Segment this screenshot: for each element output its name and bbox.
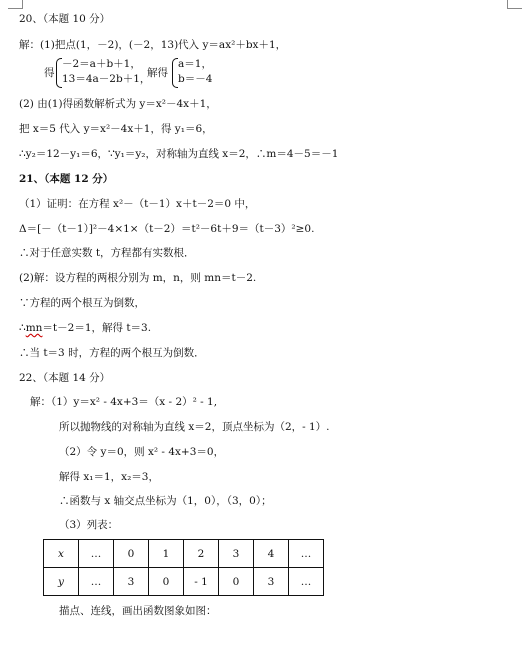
table-cell: 4 <box>254 540 289 568</box>
q21-line-2: Δ＝[－（t－1）]²－4×1×（t－2）＝t²－6t＋9＝（t－3）²≥0. <box>19 223 315 235</box>
q20-de-label: 得 <box>44 67 55 79</box>
q22-line-5: ∴函数与 x 轴交点坐标为（1，0），（3，0）； <box>59 495 272 507</box>
table-cell: - 1 <box>184 568 219 596</box>
table-cell: 2 <box>184 540 219 568</box>
table-cell: … <box>79 540 114 568</box>
q21-mn-term: mn <box>25 322 43 334</box>
q21-line-1: （1）证明：在方程 x²－（t－1）x＋t－2＝0 中， <box>19 198 256 210</box>
q21-line-3: ∴对于任意实数 t，方程都有实数根． <box>19 247 195 259</box>
table-row <box>44 540 324 568</box>
q20-title: 20、（本题 10 分） <box>19 13 111 25</box>
q20-line-3: 把 x＝5 代入 y＝x²－4x＋1，得 y₁＝6， <box>19 123 213 135</box>
q20-line-4: ∴y₂＝12－y₁＝6，∵y₁＝y₂，对称轴为直线 x＝2，∴m＝4－5＝－1 <box>19 148 339 160</box>
table-cell: 1 <box>149 540 184 568</box>
q22-line-6: （3）列表： <box>59 519 119 531</box>
q21-line-7: ∴当 t＝3 时，方程的两个根互为倒数． <box>19 347 205 359</box>
table-cell: 0 <box>149 568 184 596</box>
q22-line-3: （2）令 y＝0，则 x² - 4x+3＝0， <box>59 446 225 458</box>
q21-line-6 <box>19 321 151 335</box>
table-cell: 3 <box>254 568 289 596</box>
q20-eq-1: －2＝a＋b＋1， <box>62 58 141 70</box>
q22-line-4: 解得 x₁＝1，x₂＝3， <box>59 471 159 483</box>
q21-line-6-rest: ＝t－2＝1，解得 t＝3. <box>42 322 152 334</box>
q20-eq-2: 13＝4a－2b＋1， <box>62 73 151 85</box>
q20-line-2: (2) 由(1)得函数解析式为 y＝x²－4x＋1， <box>19 98 217 110</box>
table-row <box>44 568 324 596</box>
table-cell: … <box>79 568 114 596</box>
q22-line-2: 所以抛物线的对称轴为直线 x＝2，顶点坐标为（2，- 1）. <box>59 421 330 433</box>
q21-line-6-prefix: ∴ <box>19 322 26 334</box>
q20-sol-1: a＝1， <box>178 58 212 70</box>
q22-line-1: 解：（1）y＝x² - 4x+3＝（x - 2）² - 1, <box>30 396 218 408</box>
q22-title: 22、（本题 14 分） <box>19 372 111 384</box>
table-cell: 3 <box>114 568 149 596</box>
table-cell: y <box>44 568 79 596</box>
q20-line-1: 解：(1)把点(1，－2)，(－2，13)代入 y＝ax²＋bx＋1， <box>19 39 287 51</box>
value-table <box>43 539 324 596</box>
q20-equation-system <box>44 57 244 87</box>
table-cell: … <box>289 568 324 596</box>
table-cell: 3 <box>219 540 254 568</box>
table-cell: … <box>289 540 324 568</box>
table-cell: 0 <box>114 540 149 568</box>
q21-title: 21、（本题 12 分） <box>19 173 114 185</box>
q20-sol-2: b＝－4 <box>178 73 213 85</box>
q22-line-7: 描点、连线，画出函数图象如图： <box>59 605 217 617</box>
page-corner-mark <box>8 0 23 9</box>
q21-line-4: (2)解：设方程的两根分别为 m，n，则 mn＝t－2. <box>19 272 257 284</box>
page-corner-mark <box>507 0 522 9</box>
table-cell: x <box>44 540 79 568</box>
q20-jie-label: 解得 <box>147 67 168 79</box>
table-cell: 0 <box>219 568 254 596</box>
q21-line-5: ∵方程的两个根互为倒数， <box>19 297 145 309</box>
